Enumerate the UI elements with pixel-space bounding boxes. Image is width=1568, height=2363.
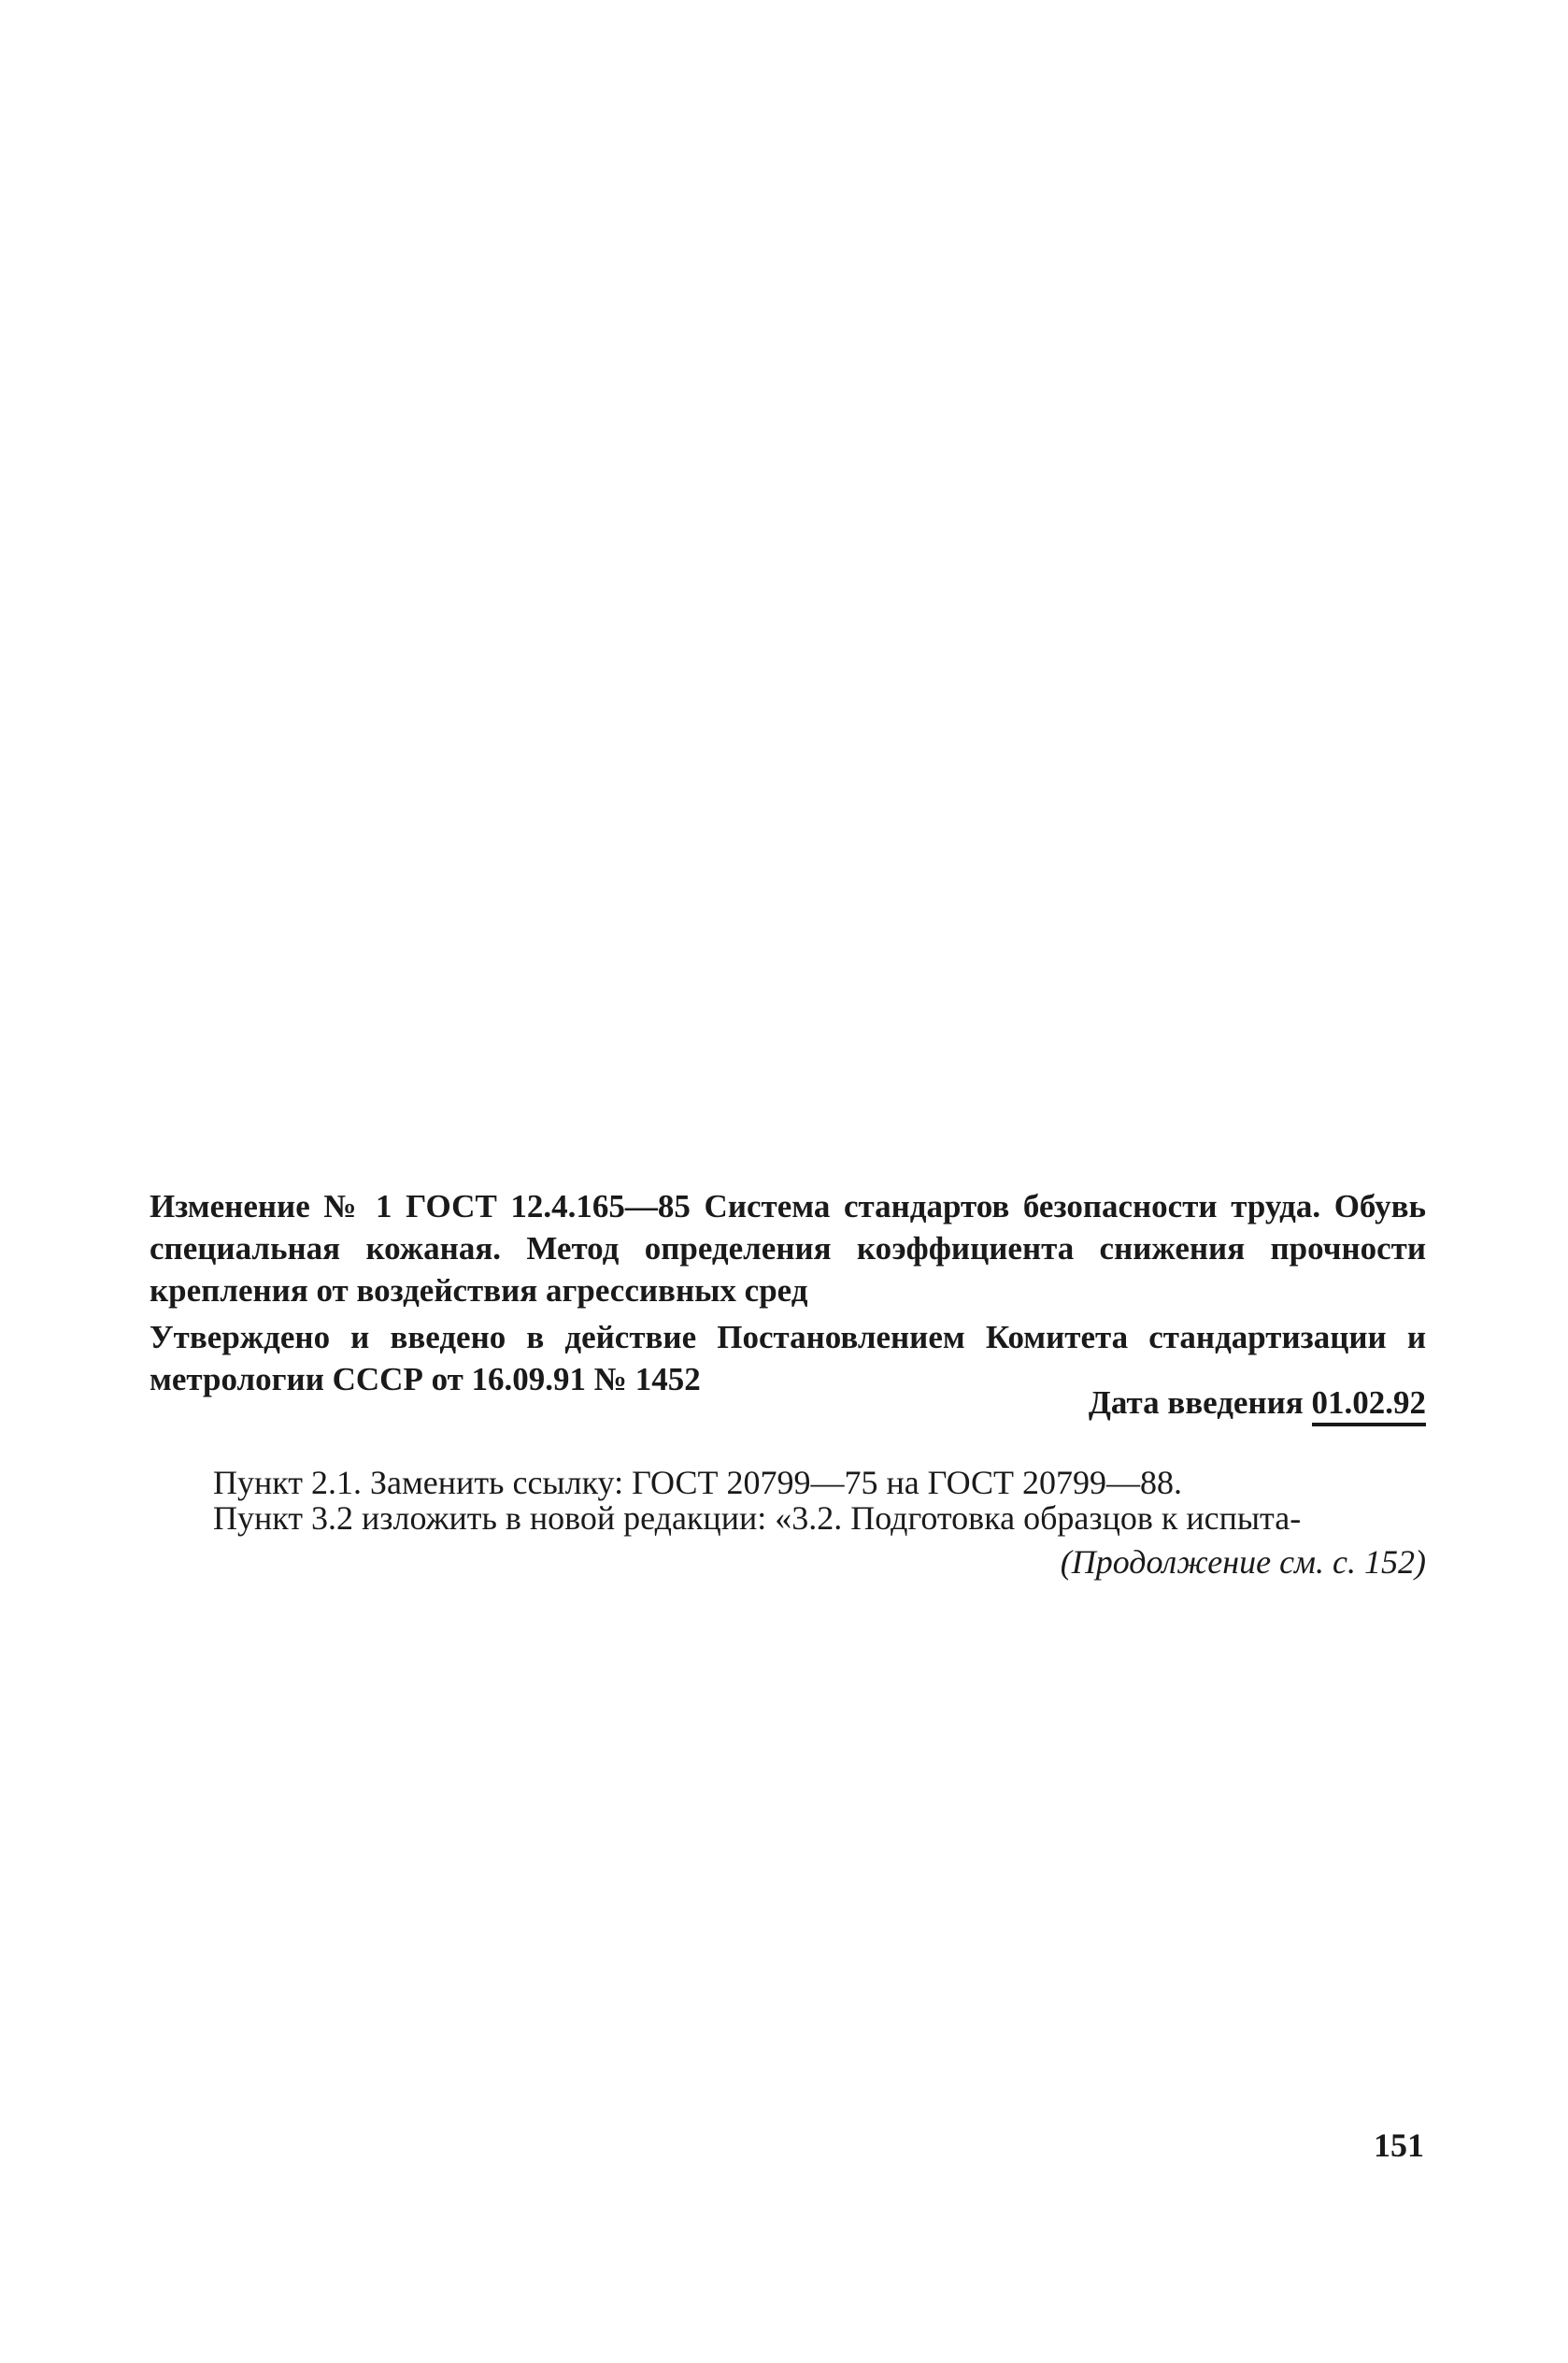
item-3-2-new-wording: Пункт 3.2 изложить в новой редакции: «3.2. Подготовка образцов к испыта- — [213, 1499, 1302, 1537]
introduction-date-value: 01.02.92 — [1312, 1384, 1427, 1426]
introduction-date — [1089, 1382, 1426, 1424]
continuation-note: (Продолжение см. с. 152) — [1060, 1543, 1426, 1581]
item-2-1-replacement: Пункт 2.1. Заменить ссылку: ГОСТ 20799—75 на ГОСТ 20799—88. — [213, 1464, 1183, 1501]
introduction-date-label: Дата введения — [1088, 1384, 1312, 1421]
approval-statement: Утверждено и введено в действие Постановлением Комитета стандартизации и метрологии СССР от 16.09.91 № 1452 — [150, 1319, 1426, 1397]
amendment-title: Изменение № 1 ГОСТ 12.4.165—85 Система стандартов безопасности труда. Обувь специальная кожаная. Метод определения коэффициента снижения прочности крепления от воздействия агрессивных сред — [150, 1188, 1426, 1309]
page-number: 151 — [1374, 2127, 1424, 2164]
